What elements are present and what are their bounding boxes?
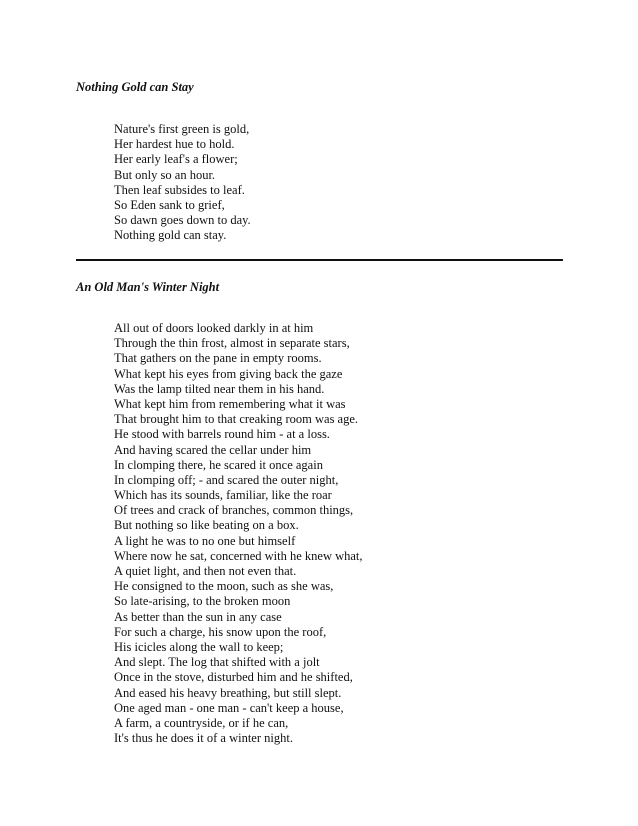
poem-stanza	[114, 122, 251, 244]
poem-line: As better than the sun in any case	[114, 609, 282, 624]
poem-line: Her early leaf's a flower;	[114, 152, 238, 167]
poem-stanza	[114, 321, 363, 746]
section-divider	[76, 259, 563, 261]
poem-line: Through the thin frost, almost in separate stars,	[114, 336, 350, 351]
poem-line: And having scared the cellar under him	[114, 442, 312, 457]
poem-line: A farm, a countryside, or if he can,	[114, 715, 289, 730]
poem-line: One aged man - one man - can't keep a house,	[114, 700, 344, 715]
poem-line: A light he was to no one but himself	[114, 533, 296, 548]
poem-line: His icicles along the wall to keep;	[114, 639, 284, 654]
poem-line: Then leaf subsides to leaf.	[114, 182, 245, 197]
poem-line: He consigned to the moon, such as she was,	[114, 579, 334, 594]
poem-line: All out of doors looked darkly in at him	[114, 321, 314, 335]
poem-line: So Eden sank to grief,	[114, 197, 225, 212]
poem-line: But nothing so like beating on a box.	[114, 518, 299, 533]
poem-line: Where now he sat, concerned with he knew what,	[114, 548, 363, 563]
poem-line: Nature's first green is gold,	[114, 122, 250, 136]
poem-line: So late-arising, to the broken moon	[114, 594, 291, 609]
poem-line: So dawn goes down to day.	[114, 213, 251, 228]
poem-line: In clomping off; - and scared the outer night,	[114, 472, 339, 487]
poem-line: What kept him from remembering what it was	[114, 396, 346, 411]
poem-line: And eased his heavy breathing, but still slept.	[114, 685, 342, 700]
poem-line: And slept. The log that shifted with a jolt	[114, 655, 320, 670]
poem-line: Nothing gold can stay.	[114, 228, 227, 243]
poem-title: An Old Man's Winter Night	[76, 280, 220, 294]
poem-line: What kept his eyes from giving back the gaze	[114, 366, 343, 381]
poem-line: For such a charge, his snow upon the roof,	[114, 624, 327, 639]
poem-line: Was the lamp tilted near them in his hand.	[114, 381, 325, 396]
poem-line: He stood with barrels round him - at a loss.	[114, 427, 330, 442]
poem-line: Of trees and crack of branches, common things,	[114, 503, 354, 518]
poem-line: It's thus he does it of a winter night.	[114, 731, 293, 746]
poem-line: In clomping there, he scared it once again	[114, 457, 323, 472]
poem-line: That brought him to that creaking room was age.	[114, 412, 359, 427]
poem-line: That gathers on the pane in empty rooms.	[114, 351, 322, 366]
poem-line: But only so an hour.	[114, 167, 216, 182]
poem-line: Which has its sounds, familiar, like the roar	[114, 488, 332, 503]
poem-line: A quiet light, and then not even that.	[114, 564, 297, 578]
poem-title: Nothing Gold can Stay	[76, 80, 194, 94]
poem-line: Once in the stove, disturbed him and he shifted,	[114, 670, 353, 685]
poem-line: Her hardest hue to hold.	[114, 137, 235, 152]
